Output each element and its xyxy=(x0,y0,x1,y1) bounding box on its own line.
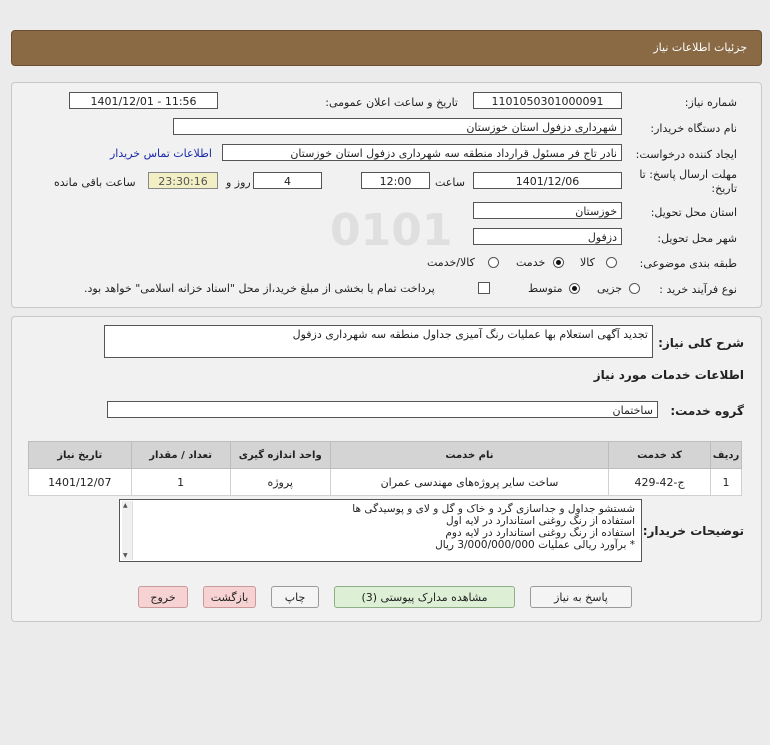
page-header xyxy=(11,30,762,66)
services-table xyxy=(28,441,742,496)
cell-unit: پروژه xyxy=(230,469,330,496)
deadline-label: مهلت ارسال پاسخ: تا xyxy=(639,168,737,181)
remaining-time-label: ساعت باقی مانده xyxy=(54,176,136,189)
process-radio-minor[interactable] xyxy=(629,283,640,294)
category-radio-service[interactable] xyxy=(553,257,564,268)
treasury-payment-checkbox[interactable] xyxy=(478,282,490,294)
city-field: دزفول xyxy=(473,228,622,245)
notes-scrollbar[interactable] xyxy=(122,501,133,560)
deadline-time-label: ساعت xyxy=(435,176,465,189)
col-service-code: کد خدمت xyxy=(609,442,711,469)
buyer-notes-textarea[interactable] xyxy=(119,499,642,562)
buyer-note-line: * برآورد ریالی عملیات 3/000/000/000 ریال xyxy=(435,539,635,551)
creator-label: ایجاد کننده درخواست: xyxy=(635,148,737,161)
col-row: ردیف xyxy=(711,442,742,469)
table-row xyxy=(29,469,742,496)
province-label: استان محل تحویل: xyxy=(650,206,737,219)
col-service-name: نام خدمت xyxy=(330,442,608,469)
city-label: شهر محل تحویل: xyxy=(657,232,737,245)
col-unit: واحد اندازه گیری xyxy=(230,442,330,469)
process-radio-medium[interactable] xyxy=(569,283,580,294)
cell-service-code: ج-42-429 xyxy=(609,469,711,496)
days-label: روز و xyxy=(226,176,251,189)
cell-need-date: 1401/12/07 xyxy=(29,469,132,496)
summary-field: تجدید آگهی استعلام بها عملیات رنگ آمیزی جداول منطقه سه شهرداری دزفول xyxy=(104,325,653,358)
page-title: جزئیات اطلاعات نیاز xyxy=(653,41,747,54)
category-option-goods: کالا xyxy=(580,256,595,269)
deadline-time-field: 12:00 xyxy=(361,172,430,189)
summary-label: شرح کلی نیاز: xyxy=(658,336,744,350)
deadline-date-field: 1401/12/06 xyxy=(473,172,622,189)
treasury-payment-note: پرداخت تمام یا بخشی از مبلغ خرید،از محل "اسناد خزانه اسلامی" خواهد بود. xyxy=(84,282,435,295)
col-need-date: تاریخ نیاز xyxy=(29,442,132,469)
buyer-org-field: شهرداری دزفول استان خوزستان xyxy=(173,118,622,135)
process-type-label: نوع فرآیند خرید : xyxy=(659,283,737,296)
days-remaining-field: 4 xyxy=(253,172,322,189)
back-button[interactable]: بازگشت xyxy=(203,586,256,608)
service-group-field: ساختمان xyxy=(107,401,658,418)
process-option-minor: جزیی xyxy=(597,282,623,295)
scroll-up-icon[interactable]: ▲ xyxy=(123,502,128,509)
buyer-note-line: استفاده از رنگ روغنی استاندارد در لایه دوم xyxy=(445,527,635,539)
need-info-panel xyxy=(11,82,762,308)
remaining-time-field: 23:30:16 xyxy=(148,172,218,189)
category-radio-goods-service[interactable] xyxy=(488,257,499,268)
buyer-contact-link[interactable]: اطلاعات تماس خریدار xyxy=(110,147,212,160)
buyer-note-line: استفاده از رنگ روغنی استاندارد در لایه اول xyxy=(446,515,635,527)
table-header-row xyxy=(29,442,742,469)
cell-quantity: 1 xyxy=(131,469,230,496)
announce-datetime-field: 1401/12/01 - 11:56 xyxy=(69,92,218,109)
category-option-goods-service: کالا/خدمت xyxy=(427,256,475,269)
buyer-org-label: نام دستگاه خریدار: xyxy=(650,122,737,135)
cell-service-name: ساخت سایر پروژه‌های مهندسی عمران xyxy=(330,469,608,496)
need-number-label: شماره نیاز: xyxy=(684,96,737,109)
buyer-notes-label: توضیحات خریدار: xyxy=(642,524,744,538)
announce-label: تاریخ و ساعت اعلان عمومی: xyxy=(325,96,458,109)
exit-button[interactable]: خروج xyxy=(138,586,188,608)
print-button[interactable]: چاپ xyxy=(271,586,319,608)
buyer-note-line: شستشو جداول و جداسازی گرد و خاک و گل و لای و پوسیدگی ها xyxy=(352,503,635,515)
need-number-field: 1101050301000091 xyxy=(473,92,622,109)
services-heading: اطلاعات خدمات مورد نیاز xyxy=(593,368,744,382)
process-option-medium: متوسط xyxy=(528,282,563,295)
watermark-logo: 0101 xyxy=(330,205,453,256)
service-group-label: گروه خدمت: xyxy=(670,404,744,418)
deadline-label-date: تاریخ: xyxy=(711,182,737,195)
cell-row: 1 xyxy=(711,469,742,496)
category-radio-goods[interactable] xyxy=(606,257,617,268)
reply-button[interactable]: پاسخ به نیاز xyxy=(530,586,632,608)
category-label: طبقه بندی موضوعی: xyxy=(639,257,737,270)
province-field: خوزستان xyxy=(473,202,622,219)
creator-field: نادر تاج فر مسئول قرارداد منطقه سه شهرداری دزفول استان خوزستان xyxy=(222,144,622,161)
attachments-button[interactable]: مشاهده مدارک پیوستی (3) xyxy=(334,586,515,608)
col-quantity: تعداد / مقدار xyxy=(131,442,230,469)
category-option-service: خدمت xyxy=(516,256,546,269)
scroll-down-icon[interactable]: ▼ xyxy=(123,552,128,559)
